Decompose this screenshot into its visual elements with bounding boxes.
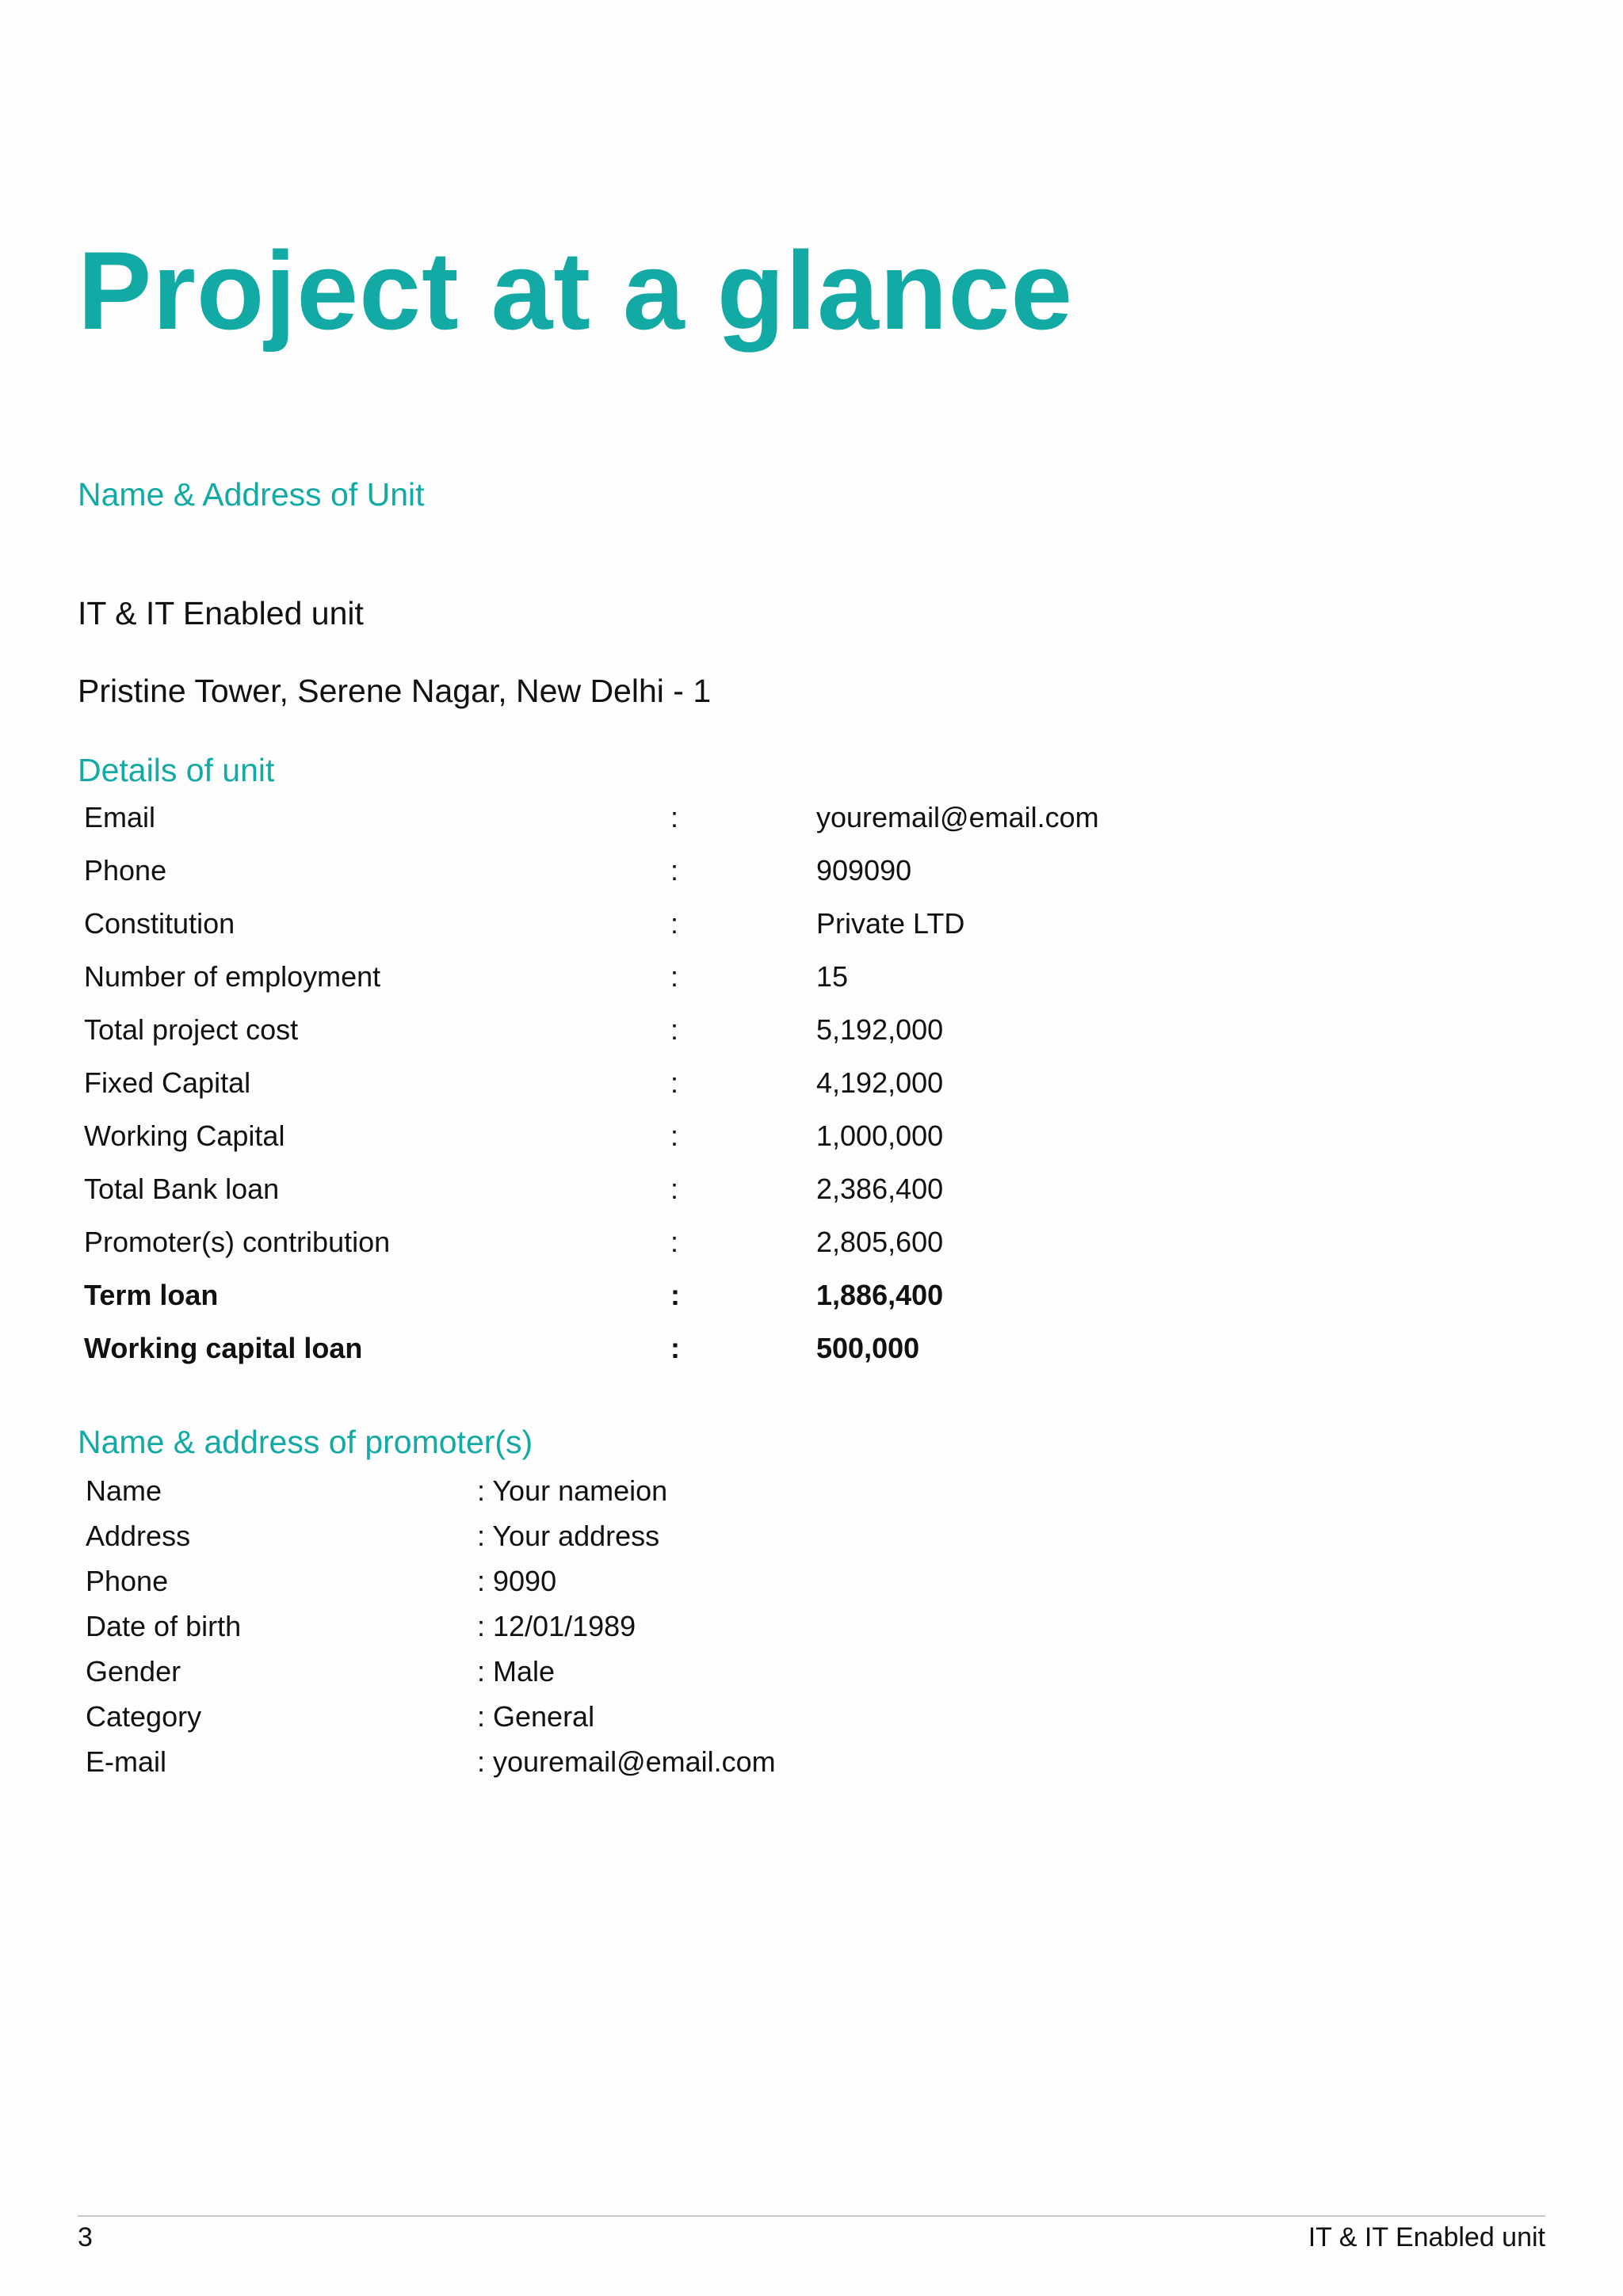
details-row-label: Promoter(s) contribution [84,1226,391,1258]
details-row [84,1272,1273,1325]
details-row-label: Constitution [84,907,235,940]
details-row [84,847,1273,900]
details-row [84,1059,1273,1112]
footer-doc-title: IT & IT Enabled unit [1308,2222,1545,2252]
promoter-row [86,1470,1037,1516]
details-row-separator: : [670,1226,679,1258]
details-row-separator: : [670,960,679,993]
details-row-value: Private LTD [816,907,965,940]
promoter-row-label: Gender [86,1655,181,1688]
details-table [84,794,1273,1378]
promoter-row-label: Category [86,1700,202,1733]
details-row-label: Term loan [84,1279,219,1311]
details-row [84,1325,1273,1378]
details-row-label: Email [84,801,156,833]
page-title: Project at a glance [78,228,1074,353]
details-row-label: Working Capital [84,1119,285,1152]
promoter-row-label: Address [86,1520,191,1552]
details-row-separator: : [670,1279,680,1311]
promoter-row [86,1516,1037,1561]
details-row-value: youremail@email.com [816,801,1099,833]
promoter-row [86,1606,1037,1651]
details-row-value: 2,386,400 [816,1173,944,1205]
details-row-label: Total project cost [84,1013,299,1046]
promoter-row-value: : 12/01/1989 [477,1610,636,1642]
details-section-heading: Details of unit [78,752,275,788]
details-row-label: Fixed Capital [84,1066,251,1099]
details-row-value: 4,192,000 [816,1066,944,1099]
details-row-label: Phone [84,854,167,887]
details-row-label: Number of employment [84,960,381,993]
promoter-row-label: Name [86,1474,162,1507]
details-row [84,900,1273,953]
promoter-row [86,1741,1037,1787]
footer-page-number: 3 [78,2222,93,2252]
promoter-row [86,1651,1037,1696]
details-row-separator: : [670,1119,679,1152]
details-row [84,1219,1273,1272]
details-row-separator: : [670,1173,679,1205]
details-row-separator: : [670,801,679,833]
promoter-row-value: : Your nameion [477,1474,668,1507]
details-row-label: Total Bank loan [84,1173,280,1205]
promoter-table [86,1470,1037,1787]
details-row-value: 1,886,400 [816,1279,944,1311]
promoter-row-label: Date of birth [86,1610,242,1642]
details-row-separator: : [670,1013,679,1046]
promoter-row-value: : General [477,1700,595,1733]
promoter-row-label: E-mail [86,1745,167,1778]
unit-address: Pristine Tower, Serene Nagar, New Delhi - 1 [78,673,712,709]
details-row-value: 2,805,600 [816,1226,944,1258]
details-row [84,1112,1273,1165]
details-row-label: Working capital loan [84,1332,363,1364]
details-row [84,1165,1273,1219]
details-row-value: 500,000 [816,1332,920,1364]
promoter-row [86,1696,1037,1741]
promoter-row-value: : youremail@email.com [477,1745,776,1778]
details-row-value: 909090 [816,854,912,887]
details-row-separator: : [670,1332,680,1364]
details-row-value: 15 [816,960,849,993]
unit-name: IT & IT Enabled unit [78,595,364,631]
details-row [84,953,1273,1006]
details-row-separator: : [670,854,679,887]
promoter-row [86,1561,1037,1606]
details-row [84,1006,1273,1059]
unit-section-heading: Name & Address of Unit [78,476,425,513]
promoter-row-value: : Male [477,1655,556,1688]
details-row-separator: : [670,1066,679,1099]
footer-divider [78,2215,1545,2217]
promoter-row-value: : Your address [477,1520,660,1552]
promoter-section-heading: Name & address of promoter(s) [78,1424,533,1460]
details-row-value: 1,000,000 [816,1119,944,1152]
details-row [84,794,1273,847]
details-row-value: 5,192,000 [816,1013,944,1046]
promoter-row-value: : 9090 [477,1565,557,1597]
details-row-separator: : [670,907,679,940]
promoter-row-label: Phone [86,1565,169,1597]
